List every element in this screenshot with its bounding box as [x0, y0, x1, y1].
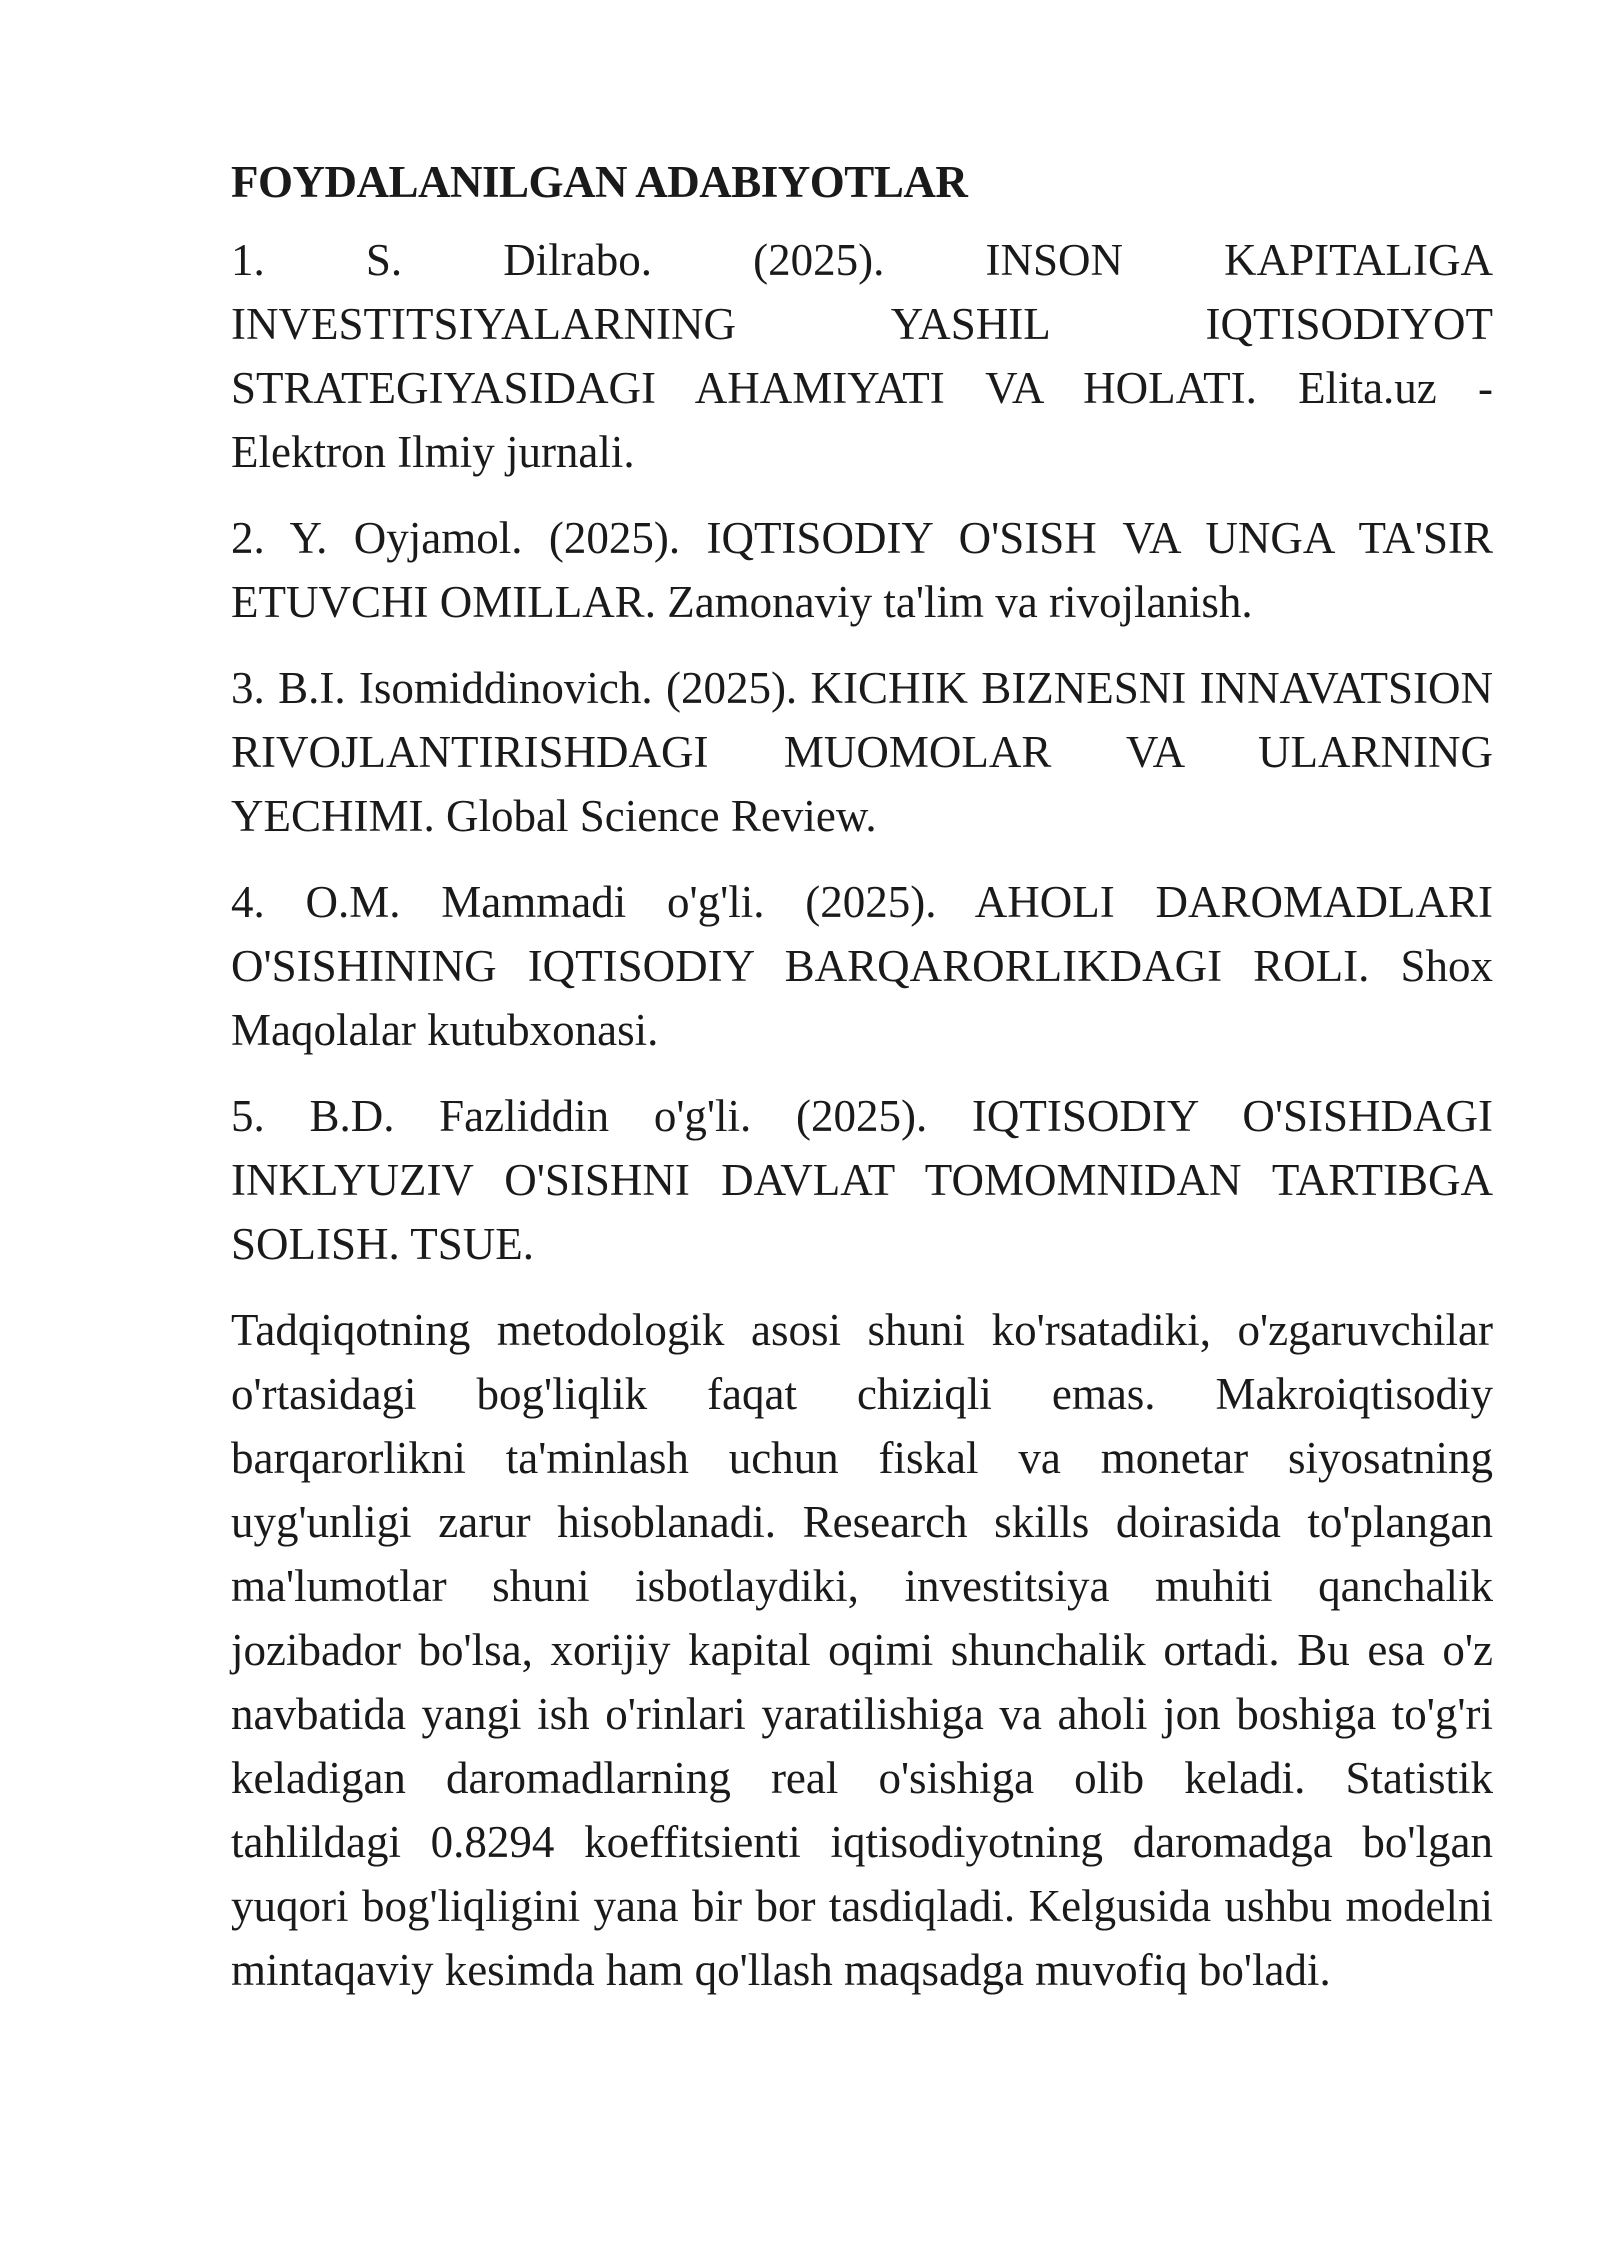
reference-item-2: 2. Y. Oyjamol. (2025). IQTISODIY O'SISH VA UNGA TA'SIR ETUVCHI OMILLAR. Zamonaviy ta'lim va rivojlanish. — [231, 513, 1493, 627]
body-paragraph: Tadqiqotning metodologik asosi shuni ko'rsatadiki, o'zgaruvchilar o'rtasidagi bog'liqlik faqat chiziqli emas. Makroiqtisodiy barqarorlikni ta'minlash uchun fiskal va monetar siyosatning uyg'unligi zarur hisoblanadi. Research skills doirasida to'plangan ma'lumotlar shuni isbotlaydiki, investitsiya muhiti qanchalik jozibador bo'lsa, xorijiy kapital oqimi shunchalik ortadi. Bu esa o'z navbatida yangi ish o'rinlari yaratilishiga va aholi jon boshiga to'g'ri keladigan daromadlarning real o'sishiga olib keladi. Statistik tahlildagi 0.8294 koeffitsienti iqtisodiyotning daromadga bo'lgan yuqori bog'liqligini yana bir bor tasdiqladi. Kelgusida ushbu modelni mintaqaviy kesimda ham qo'llash maqsadga muvofiq bo'ladi. — [231, 1305, 1493, 1995]
reference-item-4: 4. O.M. Mammadi o'g'li. (2025). AHOLI DAROMADLARI O'SISHINING IQTISODIY BARQARORLIKDAGI ROLI. Shox Maqolalar kutubxonasi. — [231, 877, 1493, 1055]
document-page — [231, 150, 1493, 2002]
reference-item-1: 1. S. Dilrabo. (2025). INSON KAPITALIGA INVESTITSIYALARNING YASHIL IQTISODIYOT STRATEGIYASIDAGI AHAMIYATI VA HOLATI. Elita.uz - Elektron Ilmiy jurnali. — [231, 235, 1493, 477]
reference-item-3: 3. B.I. Isomiddinovich. (2025). KICHIK BIZNESNI INNAVATSION RIVOJLANTIRISHDAGI MUOMOLAR VA ULARNING YECHIMI. Global Science Review. — [231, 663, 1493, 841]
reference-item-5: 5. B.D. Fazliddin o'g'li. (2025). IQTISODIY O'SISHDAGI INKLYUZIV O'SISHNI DAVLAT TOMOMNIDAN TARTIBGA SOLISH. TSUE. — [231, 1091, 1493, 1269]
references-heading: FOYDALANILGAN ADABIYOTLAR — [231, 157, 968, 207]
